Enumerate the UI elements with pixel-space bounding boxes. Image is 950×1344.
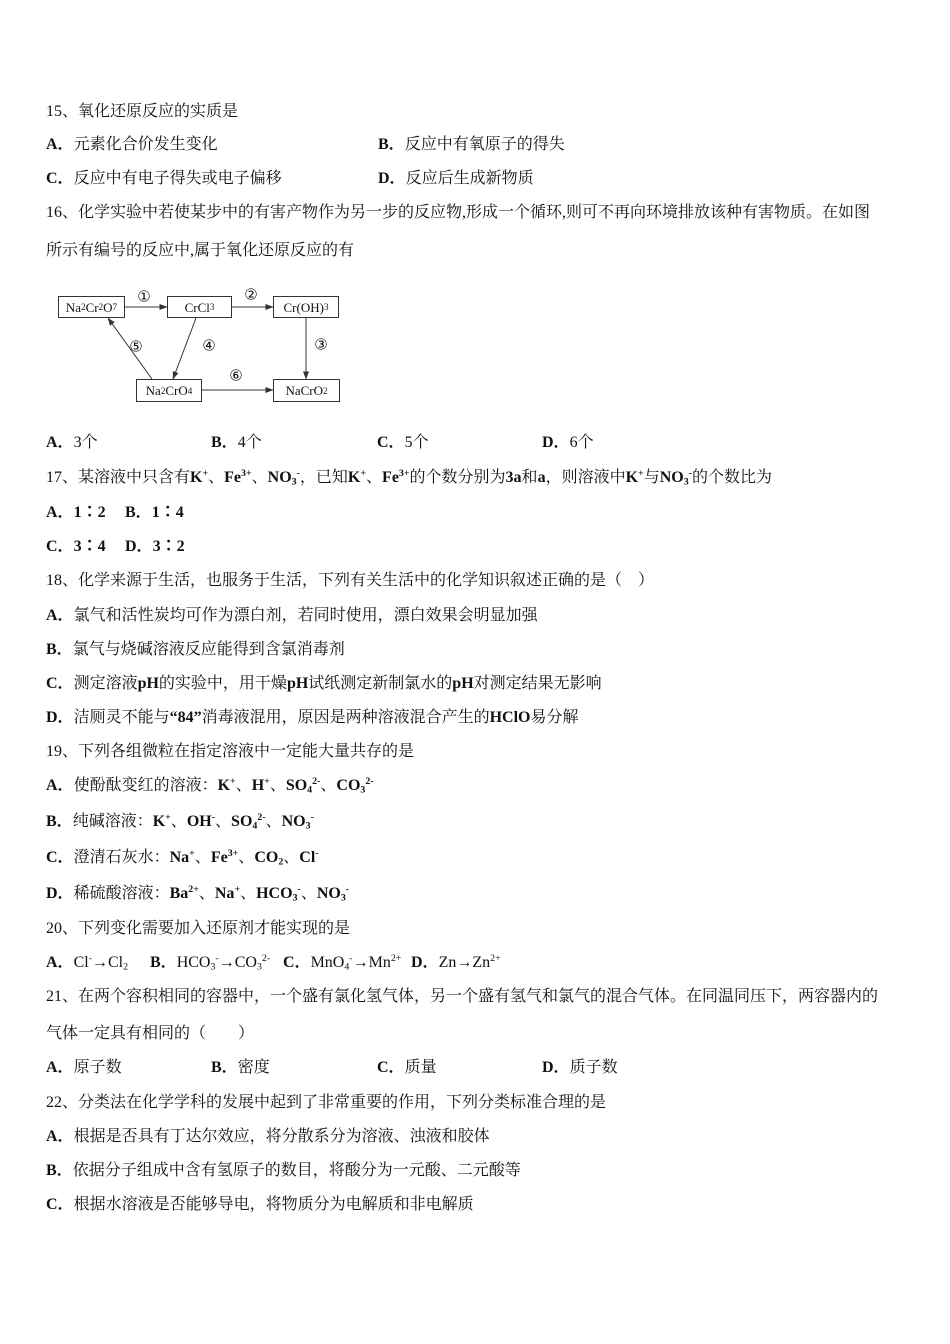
superscript: 2- [257, 812, 266, 824]
superscript: + [202, 468, 209, 480]
text-run: ，已知 [299, 469, 348, 486]
option-text: 根据是否具有丁达尔效应，将分散系分为溶液、浊液和胶体 [73, 1128, 490, 1145]
bold-text-run: pH [286, 675, 309, 692]
text-run: 使酚酞变红的溶液： [73, 777, 218, 794]
bold-text-run: SO [285, 777, 308, 794]
q15-option-a [46, 135, 218, 155]
option-label: C． [46, 538, 74, 555]
subscript: 2 [278, 856, 284, 868]
text-run: 、 [240, 885, 257, 902]
superscript: 3+ [227, 848, 239, 860]
reaction-label-5: ⑤ [129, 337, 143, 356]
option-text: 5个 [404, 434, 429, 451]
text-run: 的实验中，用干燥 [158, 675, 287, 692]
bold-text-run: “84” [169, 709, 202, 726]
option-text: 反应中有氧原子的得失 [404, 136, 565, 153]
text-run: →CO [218, 954, 257, 971]
q17-option-d [125, 537, 185, 557]
bold-text-run: NO [281, 813, 306, 830]
option-text: 3∶4 [73, 538, 106, 555]
bold-text-run: pH [137, 675, 159, 692]
bold-text-run: 3a [505, 469, 522, 486]
node-na2cr2o7: Na 2 Cr 2 O 7 [58, 296, 125, 318]
q22-option-c [46, 1195, 474, 1215]
option-text: 3个 [73, 434, 98, 451]
option-text: 质量 [404, 1059, 437, 1076]
option-label: C． [377, 1059, 405, 1076]
subscript: 3 [340, 892, 346, 904]
bold-text-run: Fe [224, 469, 242, 486]
text-run: 澄清石灰水： [73, 849, 170, 866]
bold-text-run: Na [169, 849, 190, 866]
text-run: 、 [235, 777, 252, 794]
bold-text-run: D． [46, 885, 74, 902]
superscript: + [189, 848, 195, 860]
bold-text-run: C． [46, 675, 74, 692]
q21-stem-line-1: 21、在两个容积相同的容器中，一个盛有氯化氢气体，另一个盛有氢气和氯气的混合气体。在同温同压下，两容器内的 [46, 988, 879, 1005]
bold-text-run: C． [46, 849, 74, 866]
node-crcl3: CrCl 3 [167, 296, 232, 318]
text-run: 纯碱溶液： [72, 813, 153, 830]
q16-stem-line-1: 16、化学实验中若使某步中的有害产物作为另一步的反应物,形成一个循环,则可不再向环境排放该种有害物质。在如图 [46, 204, 871, 221]
superscript: - [349, 953, 353, 965]
bold-text-run: CO [336, 777, 361, 794]
option-text: 6个 [569, 434, 594, 451]
superscript: - [297, 884, 301, 896]
text-run: 、 [208, 469, 225, 486]
text-run: 、 [265, 813, 282, 830]
bold-text-run: Fe [382, 469, 399, 486]
reaction-label-2: ② [244, 285, 258, 304]
option-label: A． [46, 434, 74, 451]
bold-text-run: B． [46, 641, 73, 658]
superscript: 3+ [398, 468, 410, 480]
bold-text-run: B． [150, 954, 177, 971]
option-label: C． [46, 170, 74, 187]
text-run: 、 [194, 849, 211, 866]
option-text: 反应中有电子得失或电子偏移 [73, 170, 282, 187]
arrow-4 [173, 318, 196, 379]
subscript: 3 [256, 961, 262, 973]
subscript: 3 [305, 820, 311, 832]
text-run: 、 [300, 885, 317, 902]
bold-text-run: B． [46, 813, 73, 830]
text-run: 消毒液混用，原因是两种溶液混合产生的 [201, 709, 490, 726]
superscript: - [345, 884, 350, 896]
q17-stem [46, 468, 772, 488]
bold-text-run: K [190, 469, 203, 486]
subscript: 4 [344, 961, 350, 973]
superscript: 2- [365, 776, 374, 788]
superscript: + [230, 776, 236, 788]
text-run: NaCrO [285, 383, 323, 398]
text-run: Cr(OH) [283, 299, 324, 315]
text-run: 试纸测定新制氯水的 [308, 675, 453, 692]
text-run: 易分解 [530, 709, 579, 726]
option-label: B． [378, 136, 405, 153]
text-run: 稀硫酸溶液： [73, 885, 170, 902]
superscript: - [296, 468, 300, 480]
q21-stem-line-2: 气体一定具有相同的（ ） [46, 1025, 255, 1042]
q20-option-b [150, 953, 270, 973]
bold-text-run: Fe [210, 849, 228, 866]
q20-option-d [411, 953, 501, 973]
reaction-label-3: ③ [314, 335, 328, 354]
q21-option-d [542, 1058, 618, 1078]
text-run: 对测定结果无影响 [473, 675, 602, 692]
text-run: 的个数比为 [691, 469, 772, 486]
bold-text-run: Ba [169, 885, 189, 902]
option-text: 1∶2 [73, 504, 106, 521]
superscript: + [264, 776, 270, 788]
text-run: MnO [310, 954, 345, 971]
node-na2cro4: Na 2 CrO 4 [136, 379, 202, 402]
bold-text-run: HCO [256, 885, 293, 902]
q19-option-c [46, 848, 319, 868]
option-text: 原子数 [73, 1059, 122, 1076]
bold-text-run: HClO [489, 709, 531, 726]
bold-text-run: K [217, 777, 231, 794]
option-text: 质子数 [569, 1059, 618, 1076]
reaction-label-6: ⑥ [229, 366, 243, 385]
bold-text-run: H [251, 777, 265, 794]
q18-option-b [46, 640, 345, 660]
text-run: 氯气与烧碱溶液反应能得到含氯消毒剂 [72, 641, 345, 658]
bold-text-run: SO [231, 813, 253, 830]
q19-option-b [46, 812, 314, 832]
reaction-cycle-diagram [50, 285, 350, 410]
bold-text-run: K [152, 813, 166, 830]
text-run: 、 [366, 469, 383, 486]
q16-option-c [377, 433, 429, 453]
text-run: →Mn [352, 954, 391, 971]
bold-text-run: A． [46, 777, 74, 794]
q20-stem: 20、下列变化需要加入还原剂才能实现的是 [46, 920, 351, 937]
option-label: C． [46, 1196, 74, 1213]
superscript: 2+ [390, 953, 402, 965]
bold-text-run: NO [267, 469, 292, 486]
option-text: 根据水溶液是否能够导电，将物质分为电解质和非电解质 [73, 1196, 474, 1213]
text-run: CrCl [184, 299, 210, 315]
superscript: 3+ [241, 468, 252, 480]
bold-text-run: C． [283, 954, 311, 971]
superscript: - [688, 468, 692, 480]
subscript: 3 [360, 784, 366, 796]
subscript: 4 [252, 820, 258, 832]
q19-option-d [46, 884, 349, 904]
option-label: D． [378, 170, 406, 187]
text-run: 、 [170, 813, 187, 830]
superscript: - [215, 953, 219, 965]
text-run: 氯气和活性炭均可作为漂白剂，若同时使用，漂白效果会明显加强 [73, 607, 538, 624]
subscript: 3 [683, 476, 689, 488]
subscript: 3 [210, 961, 216, 973]
option-text: 密度 [237, 1059, 270, 1076]
superscript: - [310, 812, 314, 824]
option-label: B． [46, 1162, 73, 1179]
bold-text-run: A． [46, 954, 74, 971]
q18-stem: 18、化学来源于生活，也服务于生活，下列有关生活中的化学知识叙述正确的是（ ） [46, 572, 655, 589]
q22-option-a [46, 1127, 490, 1147]
option-text: 依据分子组成中含有氢原子的数目，将酸分为一元酸、二元酸等 [72, 1162, 521, 1179]
bold-text-run: NO [659, 469, 684, 486]
q21-option-a [46, 1058, 122, 1078]
option-label: A． [46, 1128, 74, 1145]
superscript: + [234, 884, 241, 896]
superscript: 2- [261, 953, 271, 965]
bold-text-run: A． [46, 607, 74, 624]
text-run: 的个数分别为 [409, 469, 506, 486]
subscript: 3 [292, 892, 298, 904]
text-run: 、 [251, 469, 268, 486]
text-run: CrO [165, 383, 188, 398]
superscript: 2- [312, 776, 321, 788]
text-run: 洁厕灵不能与 [73, 709, 170, 726]
text-run: 、 [283, 849, 300, 866]
option-label: B． [211, 434, 238, 451]
superscript: 2+ [490, 953, 501, 965]
option-text: 1∶4 [151, 504, 184, 521]
q17-option-b [125, 503, 184, 523]
text-run: →Cl [92, 954, 124, 971]
text-run: 和 [521, 469, 538, 486]
text-run: 、 [320, 777, 337, 794]
superscript: + [638, 468, 644, 480]
bold-text-run: K [625, 469, 639, 486]
q17-option-c [46, 537, 106, 557]
q18-option-a [46, 606, 538, 626]
option-label: A． [46, 1059, 74, 1076]
q16-stem-line-2: 所示有编号的反应中,属于氧化还原反应的有 [46, 242, 355, 259]
reaction-label-4: ④ [202, 336, 216, 355]
q19-option-a [46, 776, 374, 796]
superscript: 2+ [188, 884, 199, 896]
option-text: 4个 [237, 434, 262, 451]
text-run: 、 [238, 849, 255, 866]
text-run: HCO [176, 954, 211, 971]
q16-option-b [211, 433, 262, 453]
option-label: B． [211, 1059, 238, 1076]
text-run: Zn→Zn [438, 954, 491, 971]
text-run: Na [145, 383, 161, 398]
text-run: Na [65, 299, 82, 315]
subscript: 2 [123, 961, 129, 973]
superscript: + [165, 812, 171, 824]
q15-option-d [378, 169, 534, 189]
bold-text-run: D． [46, 709, 74, 726]
q16-option-a [46, 433, 98, 453]
text-run: ，则溶液中 [545, 469, 626, 486]
q21-option-b [211, 1058, 270, 1078]
superscript: - [211, 812, 216, 824]
bold-text-run: NO [316, 885, 341, 902]
option-label: D． [542, 1059, 570, 1076]
q15-option-c [46, 169, 282, 189]
q15-stem: 15、氧化还原反应的实质是 [46, 103, 239, 120]
option-text: 反应后生成新物质 [405, 170, 534, 187]
superscript: - [88, 953, 92, 965]
text-run: 、 [269, 777, 286, 794]
q19-stem: 19、下列各组微粒在指定溶液中一定能大量共存的是 [46, 743, 415, 760]
option-label: C． [377, 434, 405, 451]
q17-option-a [46, 503, 106, 523]
text-run: 与 [643, 469, 660, 486]
option-text: 元素化合价发生变化 [73, 136, 218, 153]
text-run: O [103, 299, 113, 315]
text-run: 17、某溶液中只含有 [46, 469, 191, 486]
bold-text-run: a [537, 469, 546, 486]
q22-option-b [46, 1161, 521, 1181]
text-run: Cr [85, 299, 99, 315]
option-label: D． [125, 538, 153, 555]
subscript: 3 [291, 476, 297, 488]
q22-stem: 22、分类法在化学学科的发展中起到了非常重要的作用，下列分类标准合理的是 [46, 1094, 607, 1111]
q20-option-a [46, 953, 128, 973]
q20-option-c [283, 953, 401, 973]
option-label: B． [125, 504, 152, 521]
node-nacro2: NaCrO 2 [273, 379, 340, 402]
bold-text-run: Cl [299, 849, 316, 866]
bold-text-run: K [347, 469, 361, 486]
superscript: - [315, 848, 319, 860]
node-croh3: Cr(OH) 3 [273, 296, 339, 318]
bold-text-run: OH [186, 813, 212, 830]
reaction-label-1: ① [137, 287, 151, 306]
text-run: 、 [215, 813, 232, 830]
option-label: A． [46, 136, 74, 153]
q21-option-c [377, 1058, 437, 1078]
option-label: A． [46, 504, 74, 521]
q18-option-c [46, 674, 602, 694]
q16-option-d [542, 433, 594, 453]
option-label: D． [542, 434, 570, 451]
bold-text-run: Na [214, 885, 235, 902]
option-text: 3∶2 [152, 538, 185, 555]
subscript: 4 [307, 784, 313, 796]
bold-text-run: CO [254, 849, 279, 866]
bold-text-run: pH [452, 675, 474, 692]
superscript: + [360, 468, 367, 480]
q18-option-d [46, 708, 579, 728]
text-run: 、 [198, 885, 215, 902]
q15-option-b [378, 135, 565, 155]
text-run: 测定溶液 [73, 675, 138, 692]
text-run: Cl [73, 954, 89, 971]
bold-text-run: D． [411, 954, 439, 971]
